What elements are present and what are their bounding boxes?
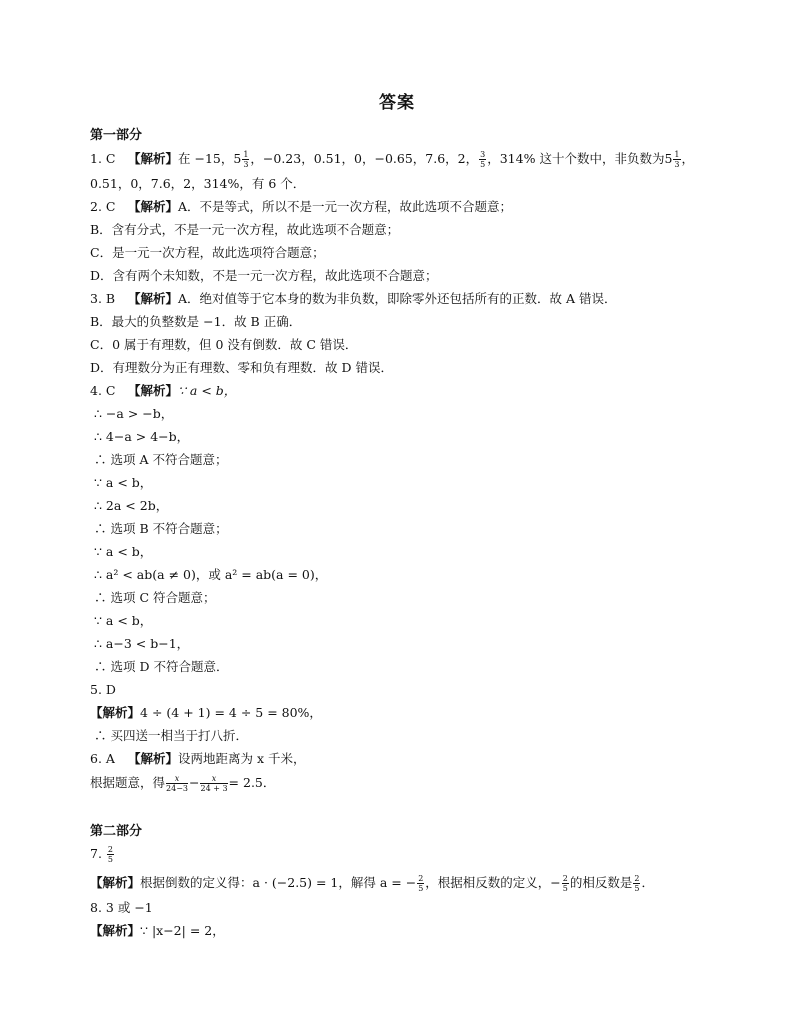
q1-number: 1. C xyxy=(90,151,116,166)
section-heading-1: 第一部分 xyxy=(90,128,143,143)
q1-line-1 xyxy=(90,150,694,169)
q5-text-1: 4 ÷ (4 + 1) = 4 ÷ 5 = 80%， xyxy=(140,705,322,720)
q6-number: 6. A xyxy=(90,751,115,766)
q4-line-13: ∴ 选项 D 不符合题意． xyxy=(94,659,229,674)
q7-fraction-3: $\frac{2}{5}$ xyxy=(634,874,640,893)
q1-line-2: 0.51，0，7.6，2，314%，有 6 个． xyxy=(90,176,306,191)
q4-line-4: ∴ 选项 A 不符合题意； xyxy=(94,452,228,467)
q8-answer: 3 或 −1 xyxy=(105,900,153,915)
q5-tag: 【解析】 xyxy=(90,705,141,720)
q4-line-1 xyxy=(90,383,236,399)
q2-line-2: B．含有分式，不是一元一次方程，故此选项不合题意； xyxy=(90,222,400,237)
q7-line-2 xyxy=(90,874,654,893)
q6-fraction-2: $\frac{x}{24 + 3}$ xyxy=(200,774,228,793)
q4-line-6: ∴ 2a < 2b， xyxy=(94,498,169,513)
q2-tag: 【解析】 xyxy=(127,199,178,214)
q1-mixed2-whole: 5 xyxy=(664,151,673,166)
q2-line-4: D．含有两个未知数，不是一元一次方程，故此选项不合题意； xyxy=(90,268,438,283)
q5-number: 5. D xyxy=(90,682,116,697)
q6-tag: 【解析】 xyxy=(127,751,178,766)
q4-line-8: ∵ a < b， xyxy=(94,544,153,559)
q4-number: 4. C xyxy=(90,383,116,398)
q4-line-7: ∴ 选项 B 不符合题意； xyxy=(94,521,228,536)
q6-text-2a: 根据题意，得 xyxy=(90,775,166,790)
q1-mixed2-fraction: $\frac{1}{3}$ xyxy=(674,150,680,169)
q1-text-d: ， xyxy=(681,151,695,166)
q2-line-3: C．是一元一次方程，故此选项符合题意； xyxy=(90,245,325,260)
q4-line-5: ∵ a < b， xyxy=(94,475,153,490)
q2-line-1 xyxy=(90,199,512,215)
q3-text-1: A．绝对值等于它本身的数为非负数，即除零外还包括所有的正数．故 A 错误． xyxy=(178,291,617,306)
q4-line-10: ∴ 选项 C 符合题意； xyxy=(94,590,216,605)
q8-line-2 xyxy=(90,923,225,939)
q4-line-2: ∴ −a > −b， xyxy=(94,406,174,421)
q8-line-1 xyxy=(90,900,153,916)
q7-fraction-2: $\frac{2}{5}$ xyxy=(562,874,568,893)
q6-minus: − xyxy=(189,775,200,790)
q7-text-b: ，根据相反数的定义，− xyxy=(425,875,561,890)
q8-number: 8. xyxy=(90,900,102,915)
q7-text-a: 根据倒数的定义得：a · (−2.5) = 1，解得 a = − xyxy=(140,875,417,890)
q1-text-b: ，−0.23，0.51，0，−0.65，7.6，2， xyxy=(250,151,479,166)
q3-line-3: C．0 属于有理数，但 0 没有倒数．故 C 错误． xyxy=(90,337,358,352)
q1-tag: 【解析】 xyxy=(127,151,178,166)
q1-text-c: ，314% 这十个数中，非负数为 xyxy=(487,151,665,166)
q1-fraction: $\frac{3}{5}$ xyxy=(480,150,486,169)
q6-fraction-1: $\frac{x}{24-3}$ xyxy=(166,774,188,793)
q4-text-1: ∵ a < b， xyxy=(178,383,237,398)
q7-tag: 【解析】 xyxy=(90,875,141,890)
q6-line-1 xyxy=(90,751,306,767)
q3-line-1 xyxy=(90,291,617,307)
q3-line-4: D．有理数分为正有理数、零和负有理数．故 D 错误． xyxy=(90,360,393,375)
q1-mixed-whole: 5 xyxy=(233,151,242,166)
q7-answer-fraction: $\frac{2}{5}$ xyxy=(107,845,114,864)
q3-line-2: B．最大的负整数是 −1．故 B 正确． xyxy=(90,314,302,329)
q8-text-1: ∵ |x−2| = 2， xyxy=(140,923,225,938)
q4-line-3: ∴ 4−a > 4−b， xyxy=(94,429,190,444)
q7-text-d: ． xyxy=(641,875,654,890)
q4-line-9: ∴ a² < ab(a ≠ 0)，或 a² = ab(a = 0)， xyxy=(94,567,328,582)
q1-text-a: 在 −15， xyxy=(178,151,234,166)
q6-text-2b: = 2.5． xyxy=(228,775,276,790)
q1-mixed-fraction: $\frac{1}{3}$ xyxy=(243,150,249,169)
q2-text-1: A．不是等式，所以不是一元一次方程，故此选项不合题意； xyxy=(178,199,513,214)
q4-line-11: ∵ a < b， xyxy=(94,613,153,628)
q2-number: 2. C xyxy=(90,199,116,214)
q3-number: 3. B xyxy=(90,291,116,306)
q5-line-2: ∴ 买四送一相当于打八折． xyxy=(94,728,248,743)
q7-text-c: 的相反数是 xyxy=(569,875,633,890)
section-heading-2: 第二部分 xyxy=(90,824,143,839)
q7-fraction-1: $\frac{2}{5}$ xyxy=(418,874,424,893)
q4-tag: 【解析】 xyxy=(127,383,178,398)
q7-line-1 xyxy=(90,845,115,864)
page-title: 答案 xyxy=(379,93,415,113)
q4-line-12: ∴ a−3 < b−1， xyxy=(94,636,190,651)
q3-tag: 【解析】 xyxy=(127,291,178,306)
q8-tag: 【解析】 xyxy=(90,923,141,938)
q5-line-1 xyxy=(90,705,322,721)
q6-text-1: 设两地距离为 x 千米， xyxy=(178,751,306,766)
q6-line-2 xyxy=(90,774,275,793)
q7-number: 7. xyxy=(90,846,102,861)
